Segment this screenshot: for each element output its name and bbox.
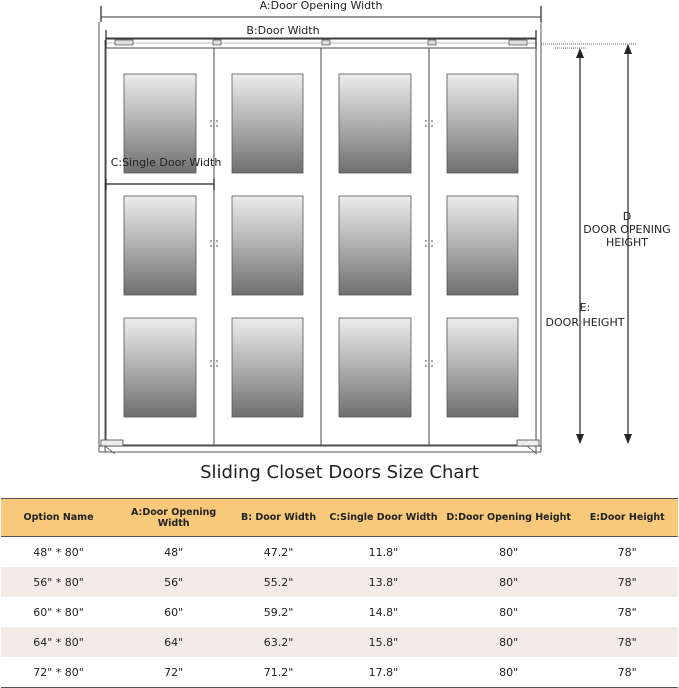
glass-pane: [447, 74, 518, 173]
chart-title: Sliding Closet Doors Size Chart: [200, 462, 479, 483]
label-door-width: B:Door Width: [246, 24, 320, 37]
table-cell: 78": [576, 597, 678, 627]
label-door-opening-height-line2: DOOR OPENING: [583, 223, 671, 236]
table-cell: 13.8": [326, 567, 441, 597]
table-row: [1, 657, 678, 688]
header-door-opening-width: A:Door Opening Width: [116, 499, 231, 537]
table-row: [1, 567, 678, 597]
table-cell: 78": [576, 627, 678, 657]
table-cell: 55.2": [231, 567, 326, 597]
label-door-opening-width: A:Door Opening Width: [259, 0, 383, 12]
glass-pane: [339, 318, 411, 417]
glass-pane: [339, 74, 411, 173]
table-cell: 47.2": [231, 537, 326, 568]
label-door-height-line1: E:: [579, 301, 591, 314]
table-cell: 60": [116, 597, 231, 627]
label-door-opening-height-line3: HEIGHT: [606, 236, 648, 249]
table-cell: 80": [441, 657, 576, 688]
table-cell: 72" * 80": [1, 657, 116, 688]
header-door-height: E:Door Height: [576, 499, 678, 537]
table-cell: 14.8": [326, 597, 441, 627]
table-cell: 80": [441, 627, 576, 657]
dimension-a: [101, 0, 541, 22]
table-row: [1, 537, 678, 568]
table-cell: 48": [116, 537, 231, 568]
header-single-door-width: C:Single Door Width: [326, 499, 441, 537]
table-row: [1, 597, 678, 627]
glass-pane: [447, 196, 518, 295]
glass-pane: [339, 196, 411, 295]
table-cell: 15.8": [326, 627, 441, 657]
table-cell: 64" * 80": [1, 627, 116, 657]
label-door-height-line2: DOOR HEIGHT: [545, 316, 625, 329]
glass-pane: [232, 196, 303, 295]
glass-pane: [124, 196, 196, 295]
table-cell: 56" * 80": [1, 567, 116, 597]
table-cell: 48" * 80": [1, 537, 116, 568]
table-cell: 71.2": [231, 657, 326, 688]
table-cell: 56": [116, 567, 231, 597]
table-cell: 17.8": [326, 657, 441, 688]
header-option-name: Option Name: [1, 499, 116, 537]
table-header-row: [1, 499, 678, 537]
table-cell: 60" * 80": [1, 597, 116, 627]
label-single-door-width: C:Single Door Width: [110, 156, 222, 169]
table-cell: 78": [576, 657, 678, 688]
table-cell: 78": [576, 567, 678, 597]
table-cell: 80": [441, 597, 576, 627]
door-panels: [106, 48, 536, 445]
glass-pane: [447, 318, 518, 417]
table-cell: 64": [116, 627, 231, 657]
header-door-opening-height: D:Door Opening Height: [441, 499, 576, 537]
table-cell: 11.8": [326, 537, 441, 568]
table-cell: 59.2": [231, 597, 326, 627]
size-chart-table: [1, 498, 678, 688]
table-cell: 80": [441, 537, 576, 568]
table-row: [1, 627, 678, 657]
table-cell: 80": [441, 567, 576, 597]
glass-pane: [232, 74, 303, 173]
table-cell: 63.2": [231, 627, 326, 657]
header-door-width: B: Door Width: [231, 499, 326, 537]
dimension-d: [541, 44, 671, 444]
glass-pane: [232, 318, 303, 417]
table-cell: 78": [576, 537, 678, 568]
table-cell: 72": [116, 657, 231, 688]
label-door-opening-height-line1: D: [622, 210, 632, 223]
glass-pane: [124, 318, 196, 417]
